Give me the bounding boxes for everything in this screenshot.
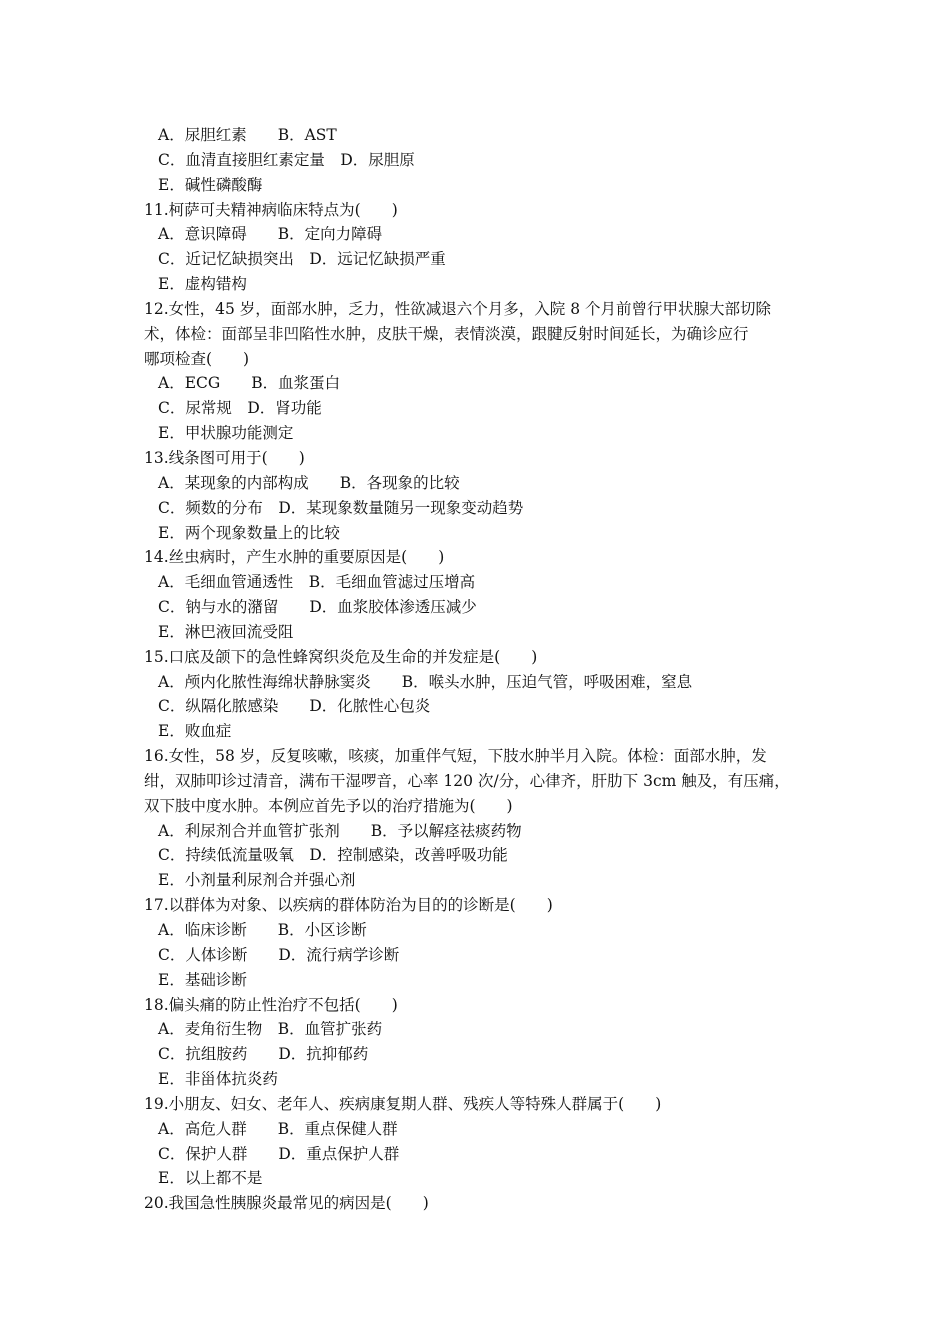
answer-option-line: E．败血症 (158, 722, 232, 741)
question-text-line: 14.丝虫病时，产生水肿的重要原因是( ) (144, 548, 445, 567)
question-text-line: 术，体检：面部呈非凹陷性水肿，皮肤干燥，表情淡漠，跟腱反射时间延长，为确诊应行 (144, 324, 749, 343)
answer-option-line: C．抗组胺药 D．抗抑郁药 (158, 1045, 369, 1064)
answer-option-line: C．持续低流量吸氧 D．控制感染，改善呼吸功能 (158, 846, 508, 865)
question-text-line: 15.口底及颌下的急性蜂窝织炎危及生命的并发症是( ) (144, 647, 538, 666)
question-text-line: 19.小朋友、妇女、老年人、疾病康复期人群、残疾人等特殊人群属于( ) (144, 1094, 662, 1113)
question-text-line: 13.线条图可用于( ) (144, 448, 305, 467)
answer-option-line: C．钠与水的潴留 D．血浆胶体渗透压减少 (158, 598, 477, 617)
answer-option-line: A．ECG B．血浆蛋白 (158, 374, 341, 393)
answer-option-line: C．尿常规 D．肾功能 (158, 399, 322, 418)
question-text-line: 12.女性，45 岁，面部水肿，乏力，性欲减退六个月多，入院 8 个月前曾行甲状腺大部切除 (144, 299, 772, 318)
question-text-line: 哪项检查( ) (144, 349, 250, 368)
answer-option-line: A．临床诊断 B．小区诊断 (158, 921, 367, 939)
answer-option-line: E．两个现象数量上的比较 (158, 523, 340, 542)
question-text-line: 17.以群体为对象、以疾病的群体防治为目的的诊断是( ) (144, 896, 553, 915)
answer-option-line: E．基础诊断 (158, 970, 247, 989)
answer-option-line: A．利尿剂合并血管扩张剂 B．予以解痉祛痰药物 (158, 821, 522, 840)
answer-option-line: C．人体诊断 D．流行病学诊断 (158, 945, 400, 964)
answer-option-line: A．麦角衍生物 B．血管扩张药 (158, 1020, 383, 1039)
answer-option-line: A．高危人群 B．重点保健人群 (158, 1119, 398, 1138)
answer-option-line: A．意识障碍 B．定向力障碍 (158, 225, 383, 244)
answer-option-line: A．毛细血管通透性 B．毛细血管滤过压增高 (158, 573, 476, 592)
answer-option-line: E．以上都不是 (158, 1169, 263, 1188)
question-text-line: 绀，双肺叩诊过清音，满布干湿啰音，心率 120 次/分，心律齐，肝肋下 3cm 触及，有压痛， (144, 771, 790, 790)
question-list (144, 123, 824, 1216)
answer-option-line: C．纵隔化脓感染 D．化脓性心包炎 (158, 697, 431, 716)
question-text-line: 20.我国急性胰腺炎最常见的病因是( ) (144, 1194, 429, 1213)
answer-option-line: E．碱性磷酸酶 (158, 175, 263, 194)
question-text-line: 11.柯萨可夫精神病临床特点为( ) (144, 200, 398, 219)
answer-option-line: E．虚构错构 (158, 275, 247, 294)
answer-option-line: A．某现象的内部构成 B．各现象的比较 (158, 473, 460, 492)
answer-option-line: A．尿胆红素 B．AST (158, 126, 337, 144)
question-text-line: 18.偏头痛的防止性治疗不包括( ) (144, 995, 398, 1014)
question-text-line: 16.女性，58 岁，反复咳嗽，咳痰，加重伴气短，下肢水肿半月入院。体检：面部水肿，发 (144, 747, 767, 766)
answer-option-line: C．保护人群 D．重点保护人群 (158, 1144, 400, 1163)
question-text-line: 双下肢中度水肿。本例应首先予以的治疗措施为( ) (144, 796, 513, 815)
answer-option-line: C．血清直接胆红素定量 D．尿胆原 (158, 150, 415, 169)
answer-option-line: E．甲状腺功能测定 (158, 424, 294, 443)
answer-option-line: E．非甾体抗炎药 (158, 1070, 278, 1089)
answer-option-line: E．小剂量利尿剂合并强心剂 (158, 871, 356, 890)
answer-option-line: A．颅内化脓性海绵状静脉窦炎 B．喉头水肿，压迫气管，呼吸困难，窒息 (158, 672, 693, 691)
answer-option-line: E．淋巴液回流受阻 (158, 622, 294, 641)
answer-option-line: C．频数的分布 D．某现象数量随另一现象变动趋势 (158, 498, 524, 517)
answer-option-line: C．近记忆缺损突出 D．远记忆缺损严重 (158, 250, 446, 269)
